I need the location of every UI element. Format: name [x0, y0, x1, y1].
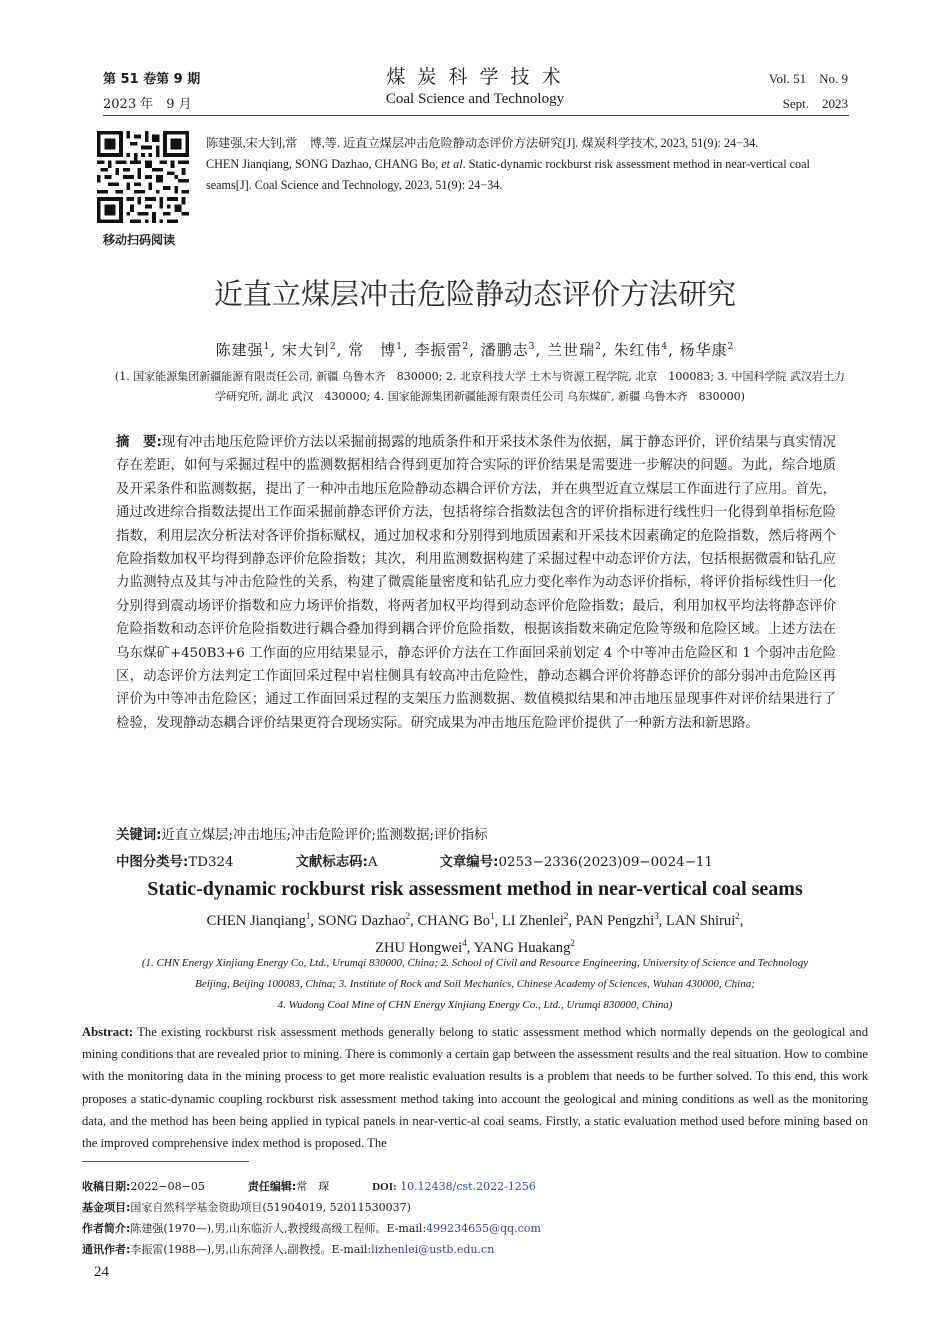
- author-cn: 杨华康: [679, 341, 728, 359]
- author-email-link[interactable]: 499234655@qq.com: [426, 1222, 541, 1235]
- abstract-cn-text: 现有冲击地压危险评价方法以采掘前揭露的地质条件和开采技术条件为依据，属于静态评价，评价结果与真实情况存在差距，如何与采掘过程中的监测数据相结合得到更加符合实际的评价结果是需要进一步解决的问题。为此，综合地质及开采条件和监测数据，提出了一种冲击地压危险静动态耦合评价方法，并在典型近直立煤层工作面进行了应用。首先，通过改进综合指数法提出工作面采掘前静态评价方法，包括将综合指数法包含的评价指标进行线性归一化得到单指标危险指数，利用层次分析法对各评价指标赋权，通过加权求和分别得到地质因素和开采技术因素确定的危险指数，然后将两个危险指数加权平均得到静态评价危险指数；其次，利用监测数据构建了采掘过程中动态评价方法，包括根据微震和钻孔应力监测特点及其与冲击危险性的关系，构建了微震能量密度和钻孔应力变化率作为动态评价指标，将评价指标线性归一化分别得到震动场评价指数和应力场评价指数，将两者加权平均得到动态评价危险指数；最后，利用加权平均法将静态评价危险指数和动态评价危险指数进行耦合叠加得到耦合评价危险指数，根据该指数来确定危险等级和危险区域。上述方法在乌东煤矿+450B3+6 工作面的应用结果显示，静态评价方法在工作面回采前划定 4 个中等冲击危险区和 1 个弱冲击危险区，动态评价方法判定工作面回采过程中岩柱侧具有较高冲击危险性，静动态耦合评价将静态评价的部分弱冲击危险区再评价为中等冲击危险区；通过工作面回采过程的支架压力监测数据、数值模拟结果和冲击地压显现事件对评价结果进行了检验，发现静动态耦合评价结果更符合现场实际。研究成果为冲击地压危险评价提供了一种新方法和新思路。: [116, 435, 836, 731]
- abstract-cn: [116, 431, 836, 735]
- qr-code-icon[interactable]: [97, 131, 189, 223]
- funding-info: 基金项目:国家自然科学基金资助项目(51904019, 52011530037): [82, 1201, 411, 1214]
- author-bio: 作者简介:陈建强(1970—),男,山东临沂人,教授级高级工程师。E-mail:499234655@qq.com: [82, 1222, 541, 1235]
- author-cn: 兰世瑞: [547, 341, 596, 359]
- received-info: 收稿日期:2022−08−05 责任编辑:常 琛 DOI: 10.12438/cst.2022-1256: [82, 1180, 536, 1193]
- author-cn: 李振雷: [414, 341, 463, 359]
- author-cn: 宋大钊: [281, 341, 330, 359]
- date-en: Sept. 2023: [782, 96, 848, 111]
- volume-issue-cn: 第 51 卷第 9 期: [103, 72, 201, 87]
- author-cn: 陈建强: [215, 341, 264, 359]
- citation-etal: et al: [441, 157, 463, 171]
- author-list-cn: 陈建强$^1$, 宋大钊$^2$, 常 博$^1$, 李振雷$^2$, 潘鹏志$^3$, 兰世瑞$^2$, 朱红伟$^4$, 杨华康$^2$: [215, 341, 735, 359]
- journal-title-cn: 煤 炭 科 学 技 术: [386, 66, 564, 88]
- abstract-cn-label: 摘 要:: [116, 435, 162, 450]
- journal-title-en: Coal Science and Technology: [385, 91, 565, 107]
- classification-line: 中图分类号:TD324 文献标志码:A 文章编号:0253−2336(2023)09−0024−11: [116, 855, 713, 870]
- paper-title-cn: 近直立煤层冲击危险静动态评价方法研究: [213, 277, 736, 311]
- doi-link[interactable]: 10.12438/cst.2022-1256: [400, 1180, 536, 1193]
- keywords-cn: 关键词:近直立煤层;冲击地压;冲击危险评价;监测数据;评价指标: [116, 828, 488, 843]
- corresponding-author: 通讯作者:李振雷(1988—),男,山东菏泽人,副教授。E-mail:lizhenlei@ustb.edu.cn: [82, 1243, 495, 1256]
- author-cn: 朱红伟: [613, 341, 662, 359]
- footnote-rule: [82, 1161, 249, 1162]
- abstract-en-label: Abstract:: [82, 1025, 134, 1039]
- author-cn: 常 博: [348, 341, 397, 359]
- abstract-en: [82, 1021, 868, 1154]
- author-cn: 潘鹏志: [480, 341, 529, 359]
- qr-caption: 移动扫码阅读: [103, 233, 176, 247]
- corr-email-link[interactable]: lizhenlei@ustb.edu.cn: [371, 1243, 495, 1256]
- paper-title-en: Static-dynamic rockburst risk assessment method in near-vertical coal seams: [147, 878, 803, 900]
- citation-block: [206, 133, 851, 196]
- affiliations-cn: (1. 国家能源集团新疆能源有限责任公司, 新疆 乌鲁木齐 830000; 2. 北京科技大学 土木与资源工程学院, 北京 100083; 3. 中国科学院 武汉岩土力 学研究所, 湖北 武汉 430000; 4. 国家能源集团新疆能源有限责任公司 乌东煤矿, 新疆 乌鲁木齐 830000): [114, 370, 846, 403]
- page-number: 24: [94, 1264, 109, 1280]
- citation-en: CHEN Jianqiang, SONG Dazhao, CHANG Bo, et al. Static-dynamic rockburst risk assessment method in near-vertical coal seams[J]. Coal Science and Technology, 2023, 51(9): 24−34.: [206, 157, 810, 192]
- header-rule: [103, 115, 849, 116]
- date-cn: 2023 年 9 月: [103, 97, 192, 112]
- abstract-en-text: The existing rockburst risk assessment methods generally belong to static assessment method which normally depends on the geological and mining conditions that are revealed prior to mining. There is commonly a certain gap between the assessment results and the real situation. How to combine with the monitoring data in the mining process to get more realistic evaluation results is a problem that needs to be further solved. To this end, this work proposes a static-dynamic coupling rockburst risk assessment method taking into account the geological and mining conditions as well as the monitoring data, and the method has been being applied in typical panels in near-vertic-al coal seams. Firstly, a static evaluation method used before mining based on the improved comprehensive index method is proposed. The: [82, 1025, 868, 1151]
- author-list-en: CHEN Jianqiang$^1$, SONG Dazhao$^2$, CHANG Bo$^1$, LI Zhenlei$^2$, PAN Pengzhi$^3$, LAN Shirui$^2$, ZHU Hongwei$^4$, YANG Huakang$^2$: [206, 911, 744, 956]
- volume-issue-en: Vol. 51 No. 9: [768, 71, 848, 86]
- citation-cn: 陈建强,宋大钊,常 博,等. 近直立煤层冲击危险静动态评价方法研究[J]. 煤炭科学技术, 2023, 51(9): 24−34.: [206, 136, 759, 150]
- affiliations-en: (1. CHN Energy Xinjiang Energy Co, Ltd., Urumqi 830000, China; 2. School of Civil and Resource Engineering, University of Science and Technology Beijing, Beijing 100083, China; 3. Institute of Rock and Soil Mechanics, Chinese Academy of Sciences, Wuhan 430000, China; 4. Wudong Coal Mine of CHN Energy Xinjiang Energy Co., Ltd., Urumqi 830000, China): [141, 957, 809, 1011]
